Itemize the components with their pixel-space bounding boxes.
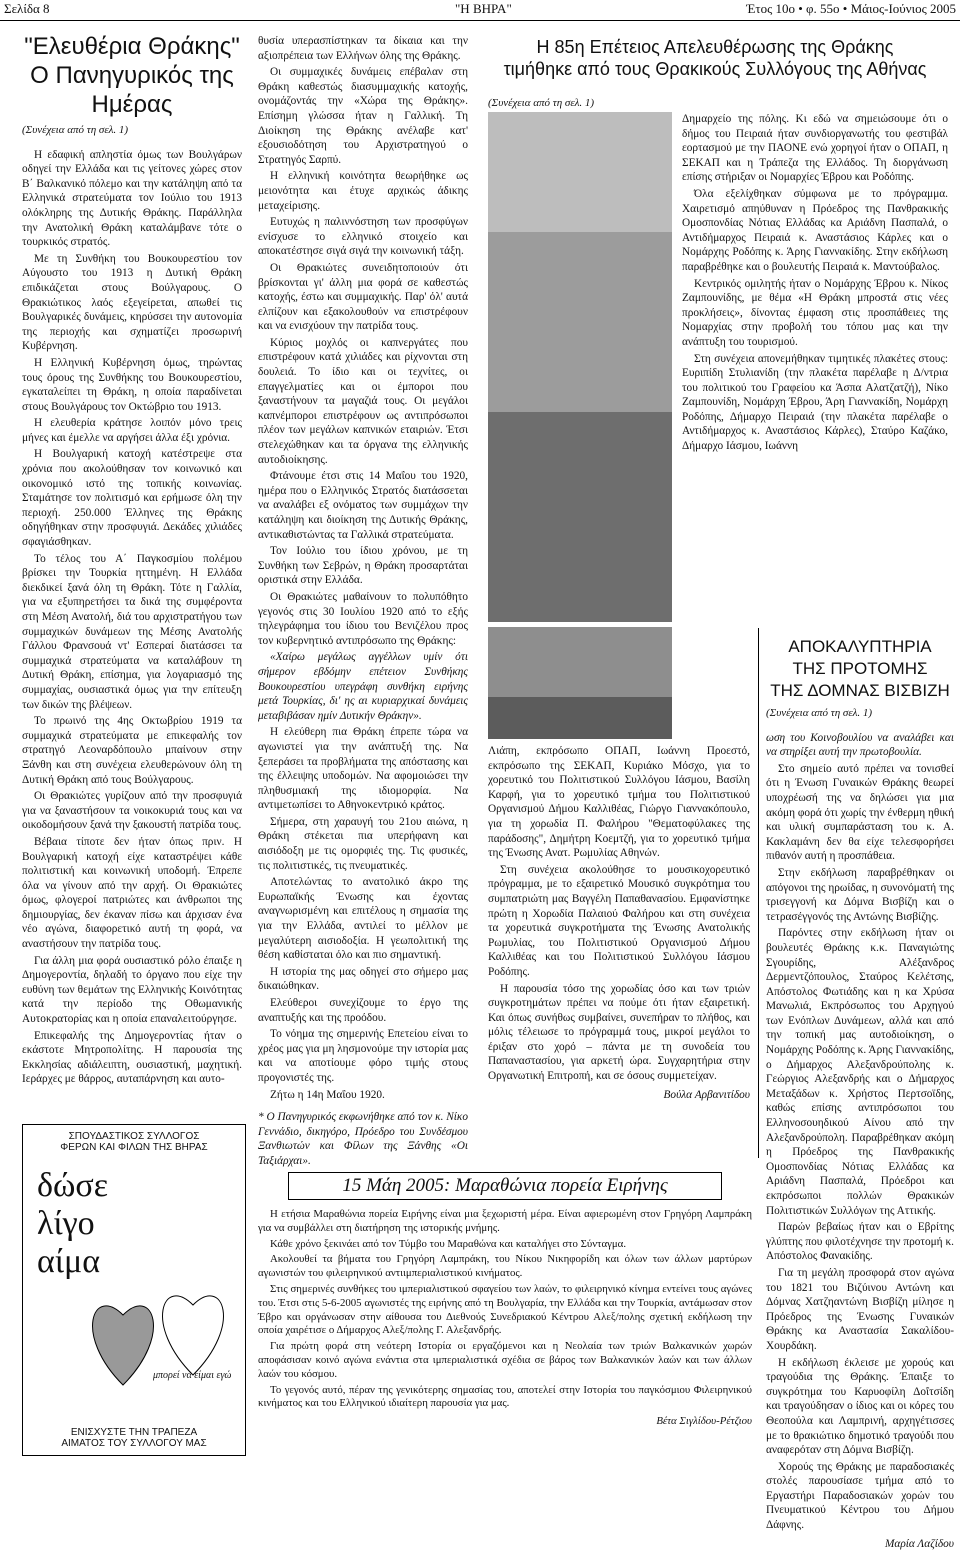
paragraph: Η ιστορία της μας οδηγεί στο σήμερο μας δικαιώθηκαν. (258, 965, 468, 993)
slogan-line: δώσε (37, 1167, 109, 1204)
photo-placeholder-icon (488, 112, 672, 622)
paragraph: ωση του Κοινοβουλίου να αναλάβει και να στηρίξει αυτή την πρωτοβουλία. (766, 731, 954, 759)
article-title: ΤΗΣ ΔΟΜΝΑΣ ΒΙΣΒΙΖΗ (770, 681, 950, 700)
paragraph: Το γεγονός αυτό, πέραν της γενικότερης σημασίας του, αποτελεί στην Ιστορία του παγκόσμιου Φιλειρηνικού κινήματος και του Ελληνικού ιδιαίτερη παρουσία για μας. (258, 1383, 752, 1410)
poster-line1: ΣΠΟΥΔΑΣΤΙΚΟΣ ΣΥΛΛΟΓΟΣ (68, 1131, 200, 1142)
article-title: "Ελευθέρια Θράκης" (24, 33, 240, 60)
paragraph: Κάθε χρόνο ξεκινάει από τον Τύμβο του Μαραθώνα και καταλήγει στο Σύνταγμα. (270, 1237, 627, 1250)
continued-note: (Συνέχεια από τη σελ. 1) (488, 97, 595, 109)
paragraph: Παρών βεβαίως ήταν και ο Εβρίτης γλύπτης που φιλοτέχνησε την προτομή κ. Απόστολος Φανακίδης. (766, 1221, 954, 1263)
footer-line: ΕΝΙΣΧΥΣΤΕ ΤΗΝ ΤΡΑΠΕΖΑ (70, 1427, 198, 1438)
paragraph: Η παρουσία τόσο της χορωδίας όσο και των τριών συγκροτημάτων πρέπει να πούμε ότι ήταν εξαιρετική. Και όπως συνήθως συμβαίνει, συνεπήραν το πλήθος, και μόλις τέλειωσε το πρόγραμμά τους, μικροί μεγάλοι το έριξαν στο χορό – πάντα με τη συνοδεία του Παπαναστασίου, για αρκετή ώρα. Συγχαρητήρια στην Οργανωτική Επιτροπή, και σε όσους συμμετείχαν. (488, 982, 750, 1083)
article-title: ΤΗΣ ΠΡΟΤΟΜΗΣ (792, 659, 928, 678)
paragraph: Ακολουθεί τα βήματα του Γρηγόρη Λαμπράκη, του Νίκου Νικηφορίδη και όλων των άλλων μαρτύρων αγωνιστών του φιλειρηνικού αντιιμπεριαλιστικού κινήματος. (258, 1253, 752, 1280)
article-bust-unveiling (766, 636, 954, 1551)
photo-placeholder-icon (488, 627, 672, 739)
paragraph: Χορούς της Θράκης με παραδοσιακές στολές παρουσίασε τμήμα από το Εργαστήρι Παραδοσιακών χορών του Πνευματικού Κέντρου του Δήμου Δάφνης. (766, 1460, 954, 1532)
issue-info: Έτος 10ο • φ. 55ο • Μάιος-Ιούνιος 2005 (746, 1, 956, 16)
paragraph: Οι Θρακιώτες γυρίζουν από την προσφυγιά για να ξαναστήσουν τα νοικοκυριά τους και να οικοδομήσουν ξανά την ξακουστή πατρίδα τους. (22, 790, 242, 832)
slogan-line: αίμα (37, 1243, 101, 1280)
paragraph: Κεντρικός ομιλητής ήταν ο Νομάρχης Έβρου κ. Νίκος Ζαμπουνίδης, με θέμα «Η Θράκη μπροστά στις νέες προκλήσεις», δίνοντας έμφαση στις προσπάθειες της Νομαρχίας στην προβολή του τόπου μας και την ανάπτυξη του τουρισμού. (682, 277, 948, 348)
paragraph: Η εκδήλωση έκλεισε με χορούς και τραγούδια της Θράκης. Έπαιξε το συγκρότημα του Καρυοφίλη Δοΐτσίδη και τραγούδησαν ο ίδιος και οι κόρες του Θεοπούλα και Λαμπρινή, αρχηγέτισσες με το θρακιώτικο δημοτικό τραγούδι που αναφερόταν στη Δόμνα Βισβίζη. (766, 1356, 954, 1457)
paragraph: Στη συνέχεια ακολούθησε το μουσικοχορευτικό πρόγραμμα, με το εξαιρετικό Μουσικό συγκρότημα του συμπατριώτη μας Βαγγέλη Παπαθανασίου. Εμφανίστηκε πρώτη η Χορωδία Παλαιού Φαλήρου και στη συνέχεια τα χορευτικά συγκροτήματα της Ένωσης Ανατολικής Ρωμυλίας, του Πολιτιστικού Οργανισμού Δήμου Καλλιθέας και του Πολιτιστικού Συλλόγου Ιάσμου Ροδόπης. (488, 863, 750, 978)
paragraph: Η εδαφική απληστία όμως των Βουλγάρων οδηγεί την Ελλάδα και τις γείτονες χώρες στον Β΄ Βαλκανικό πόλεμο και την κατάληψη από τα Ελληνικά στρατεύματα τον Ιούλιο του 1913 ολόκληρης της Δυτικής Θράκης. Παράλληλα την Ανατολική Θράκη καταλάμβανε τότε ο τουρκικός στρατός. (22, 148, 242, 249)
continued-note: (Συνέχεια από τη σελ. 1) (766, 707, 873, 719)
article-subtitle: Ο Πανηγυρικός της Ημέρας (30, 62, 234, 118)
paragraph: Το πρωινό της 4ης Οκτωβρίου 1919 τα συμμαχικά στρατεύματα με επικεφαλής τον στρατηγό Λεοναρδόπουλο μπαίνουν στην Ξάνθη και στη συνέχεια ελευθερώνουν όλη τη Δυτική Θράκη από τους Βούλγαρους. (22, 715, 242, 786)
poster-footer (23, 1427, 245, 1449)
paragraph: Κύριος μοχλός οι καπνεργάτες που επιστρέφουν κατά χιλιάδες και ρίχνονται στη δουλειά. Το ίδιο και οι τεχνίτες, οι επαγγελματίες και οι έμποροι που ξαναστήνουν τα μαγαζιά τους. Οι μεγάλοι καπνέμποροι επιστρέφουν ως αντιπρόσωποι πλέον των μεγάλων καπνικών εταιριών. Έτσι στελεχώθηκαν και τα όργανα της ελληνικής αυτοδιοίκησης. (258, 336, 468, 466)
paragraph: Σήμερα, στη χαραυγή του 21ου αιώνα, η Θράκη στέκεται πια υπερήφανη και αισιόδοξη με τις ομορφιές της. Τις φυσικές, τις πολιτιστικές, τις πνευματικές. (258, 815, 468, 872)
quote: «Χαίρω μεγάλως αγγέλλων υμίν ότι σήμερον εβδόμην επέτειον Συνθήκης Βουκουρεστίου υπεγράφη συνθήκη ειρήνης μετά Τουρκίας, δι' ης αι κυριαρχικαί δυνάμεις μεταβιβάσαν ημίν Δυτικήν Θράκην». (258, 651, 468, 722)
paragraph: Λιάπη, εκπρόσωπο ΟΠΑΠ, Ιωάννη Προεστό, εκπρόσωπο της ΣΕΚΑΠ, Κυριάκο Μόσχο, για το χορευτικό του Πολιτιστικού Συλλόγου Ιάσμου, Βασίλη Καρφή, για το χορευτικό τμήμα του Πολιτιστικού Οργανισμού Δήμου Καλλιθέας, Γιώργο Γιαννακόπουλο, για τη χορωδία Π. Φαλήρου "Θεματοφύλακες της παράδοσης", Δημήτρη Κοεμτζή, για το χορευτικό τμήμα της Ένωσης Ανατ. Ρωμυλίας Αθηνών. (488, 745, 750, 860)
footer-line: ΑΙΜΑΤΟΣ ΤΟΥ ΣΥΛΛΟΓΟΥ ΜΑΣ (61, 1438, 207, 1449)
paragraph: Η ελευθερία κράτησε λοιπόν μόνο τρεις μήνες και έμελλε να αργήσει άλλα έξι χρόνια. (22, 417, 242, 444)
paragraph: Ευτυχώς η παλιννόστηση των προσφύγων ενίσχυσε το ελληνικό στοιχείο και αποκατέστησε σιγά σιγά την κοινωνική τάξη. (258, 216, 468, 258)
paragraph: Το τέλος του Α΄ Παγκοσμίου πολέμου βρίσκει την Τουρκία ηττημένη. Η Ελλάδα διεκδικεί ξανά όλη τη Θράκη. Τότε η Γαλλία, για να εξυπηρετήσει τα δικά της συμφέροντα στη Μέση Ανατολή, διά του αρχιστρατήγου των συμμαχικών δυνάμεων της Μέσης Ανατολής Γάλλου Φρανσουά ντ' Εσπεραί διατάσσει τα συμμαχικά στρατεύματα να καταλάβουν τη Δυτική Θράκη, επίσημα, για λογαριασμό της συμμαχίας, ουσιαστικά όμως για την επίτευξη των δικών της βλέψεων. (22, 552, 242, 711)
paragraph: Στις σημερινές συνθήκες του ιμπεριαλιστικού σφαγείου των λαών, το φιλειρηνικό κίνημα εντείνει τους αγώνες του. Έτσι στις 5-6-2005 αγωνιστές της ειρήνης από τη Βουλγαρία, την Ελλάδα και την Τουρκία, αντάμωσαν στον Έβρο και οργάνωσαν στην αίθουσα του Διεθνούς Συνεδριακού Κέντρου Αλεξ/πολης σχετική εκδήλωση την οποία χαιρέτισε ο Δήμαρχος Αλεξ/πολης Γ. Αλεξανδρής. (258, 1282, 752, 1337)
photo-event-stage (488, 627, 672, 739)
article-subtitle: τιμήθηκε από τους Θρακικούς Συλλόγους της Αθήνας (503, 59, 927, 79)
paragraph: Παρόντες στην εκδήλωση ήταν οι βουλευτές Θράκης κ.κ. Παναγιώτης Σγουρίδης, Αλέξανδρος Δερμεντζόπουλος, Σταύρος Κελέτσης, Απόστολος Φωτιάδης και η κα Χρύσα Μανωλιά, Εκπρόσωπος του Αρχηγού των Ενόπλων Δυνάμεων, αλλά και από την τοπική μας αυτοδιοίκηση, ο Νομάρχης Ροδόπης κ. Άρης Γιαννακίδης, ο Δήμαρχος Αλεξανδρούπολης κ. Γεώργιος Αλεξανδρής και ο Δήμαρχος Μεταξάδων κ. Χρήστος Περτσοϊδης, καθώς επίσης αντιπρόσωποι του Ελληνοσουηδικού Αίνου από την Αλεξανδρούπολη. Παραβρέθηκαν ακόμη η Πρόεδρος της Πανθρακικής Ομοσπονδίας Νότιας Ελλάδας κα Αριάδνη Πασπαλά, Πρόεδροι και εκπρόσωποι πολλών Θρακικών Πολιτιστικών Συλλόγων της Αττικής. (766, 927, 954, 1217)
paragraph: Οι συμμαχικές δυνάμεις επέβαλαν στη Θράκη καθεστώς διασυμμαχικής κατοχής, ονομάζοντάς την «Χώρα της Θράκης». Επίσημη γλώσσα ήταν η Γαλλική. Τη Διοίκηση της Θράκης ανέλαβε κατ' εξουσιοδότηση του Αρχιστρατηγού ο Στρατηγός Σαρπύ. (258, 66, 468, 166)
paragraph: Με τη Συνθήκη του Βουκουρεστίου τον Αύγουστο του 1913 η Δυτική Θράκη επιδικάζεται στους Βούλγαρους. Ο Θρακιώτικος λαός εξεγείρεται, απωθεί τις Βουλγαρικές δυνάμεις, κηρύσσει την αυτονομία της περιοχής και σχηματίζει προσωρινή Κυβέρνηση. (22, 252, 242, 353)
paragraph: Η ελεύθερη πια Θράκη έπρεπε τώρα να αγωνιστεί για την ανάπτυξή της. Να ξεπεράσει τα προβλήματα της απόστασης και της έλλειψης υποδομών. Να αφομοιώσει την πληθυσμιακή της ιδιομορφία. Να αντιμετωπίσει το Αθηνοκεντρικό κράτος. (258, 726, 468, 812)
article-eleftheria-col1 (22, 32, 242, 1089)
paragraph: Στο σημείο αυτό πρέπει να τονισθεί ότι η Ένωση Γυναικών Θράκης θεωρεί υποχρέωσή της να δηλώσει για μια ακόμη φορά ότι χωρίς την ένθερμη ηθική και υλική συμπαράσταση του κ. Α. Κακλαμάνη δεν θα είχε τελεσφορήσει πιθανόν αυτή η προσπάθεια. (766, 762, 954, 863)
paragraph: Για άλλη μια φορά ουσιαστικό ρόλο έπαιξε η Δημογεροντία, δηλαδή το όργανο που είχε την ευθύνη των θεμάτων της Ελληνικής Κοινότητας κατά την περίοδο της Οθωμανικής Αυτοκρατορίας και η οποία επαναλειτούργησε. (22, 954, 242, 1026)
poster-line2: ΦΕΡΩΝ ΚΑΙ ΦΙΛΩΝ ΤΗΣ ΒΗΡΑΣ (60, 1142, 208, 1153)
footnote: * Ο Πανηγυρικός εκφωνήθηκε από τον κ. Νίκο Γεννάδιο, δικηγόρο, Πρόεδρο του Συνδέσμου Ξανθιωτών και Φίλων της Ξάνθης «Οι Ταξιάρχαι». (258, 1111, 468, 1167)
paragraph: Η ελληνική κοινότητα θεωρήθηκε ως μειονότητα και έτυχε αρχικώς άδικης μεταχείρισης. (258, 170, 468, 212)
article-title: Η 85η Επέτειος Απελευθέρωσης της Θράκης (536, 37, 894, 57)
paragraph: Στην εκδήλωση παραβρέθηκαν οι απόγονοι της ηρωίδας, η συνονόματή της τρισεγγονή κα Δόμνα Βισβίζη και ο τετρασέγγονός της Αντώνης Βισβίζης. (766, 866, 954, 923)
paragraph: Οι Θρακιώτες συνειδητοποιούν ότι βρίσκονται γι' άλλη μια φορά σε καθεστώς κατοχής, έστω και συμμαχικής. Παρ' όλ' αυτά ελπίζουν και εξακολουθούν να επιστρέφουν και να ενισχύουν την πατρίδα τους. (258, 261, 468, 333)
divider (758, 628, 759, 1158)
paragraph: Στη συνέχεια απονεμήθηκαν τιμητικές πλακέτες στους: Ευριπίδη Στυλιανίδη (την πλακέτα παρέλαβε η Δ/ντρια του πολιτικού του Γραφείου κα Άσπα Αλατζατζή), Νίκο Ζαμπουνίδη, Νομάρχη Έβρου, Άρη Γιαννακίδη, Νομάρχη Ροδόπης, Δήμαρχο Πειραιά (την πλακέτα παρέλαβε ο Αντιδήμαρχος κ. Αναστάσιος Κάρλες), Σταύρο Καζάκο, Δήμαρχο Ιάσμου, Ιωάννη (682, 352, 948, 453)
paragraph: Οι Θρακιώτες μαθαίνουν το πολυπόθητο γεγονός στις 30 Ιουλίου 1920 από το εξής τηλεγράφημα του ίδιου του Βενιζέλου προς τον κυβερνητικό αντιπρόσωπο της Θράκης: (258, 590, 468, 647)
article-title: ΑΠΟΚΑΛΥΠΤΗΡΙΑ (788, 637, 932, 656)
paragraph: θυσία υπερασπίστηκαν τα δίκαια και την αξιοπρέπεια των Ελλήνων όλης της Θράκης. (258, 35, 468, 62)
paragraph: Τον Ιούλιο του ίδιου χρόνου, με τη Συνθήκη των Σεβρών, η Θράκη προσαρτάται οριστικά στην Ελλάδα. (258, 545, 468, 587)
paragraph: Βέβαια τίποτε δεν ήταν όπως πριν. Η Βουλγαρική κατοχή είχε καταστρέψει κάθε πολιτιστική και κοινωνική υποδομή. Έπρεπε όλα να γίνουν από την αρχή. Οι Θρακιώτες όμως, φλογεροί πατριώτες και άνθρωποι της δημιουργίας, δεν έκαναν πίσω και άρχισαν ένα νέο αγώνα, διαφορετικό αυτή τη φορά, να αναστήσουν την πατρίδα τους. (22, 835, 242, 951)
hearts-drawing (83, 1275, 243, 1405)
article-title: 15 Μάη 2005: Μαραθώνια πορεία Ειρήνης (288, 1172, 722, 1200)
paragraph: Ελεύθεροι συνεχίζουμε το έργο της αναπτυξής και της προόδου. (258, 997, 468, 1024)
paragraph: Η ετήσια Μαραθώνια πορεία Ειρήνης είναι μια ξεχωριστή μέρα. Είναι αφιερωμένη στον Γρηγόρη Λαμπράκη για να συμβάλλει στη διατήρηση της ιστορικής μνήμης. (258, 1208, 752, 1234)
article-85th-anniversary-header (480, 36, 950, 80)
paragraph: Η Ελληνική Κυβέρνηση όμως, τηρώντας τους όρους της Συνθήκης του Βουκουρεστίου, εγκαταλείπει τη Θράκη, η οποία παραδίνεται στους Βουλγάρους τον Οκτώβριο του 1913. (22, 356, 242, 413)
paragraph: Για πρώτη φορά στη νεότερη Ιστορία οι εργαζόμενοι και η Νεολαία των τριών Βαλκανικών χωρών αποφάσισαν κοινό αγώνα ενάντια στα ιμπεριαλιστικά σχέδια σε βάρος των Βαλκανικών λαών και των άλλων λαών του κόσμου. (258, 1340, 752, 1380)
newspaper-name: "Η ΒΗΡΑ" (455, 1, 512, 16)
paragraph: Ζήτω η 14η Μαΐου 1920. (270, 1088, 385, 1101)
author-signature: Βούλα Αρβανιτίδου (663, 1088, 750, 1101)
photo-dancers-flags (488, 112, 672, 622)
author-signature: Βέτα Σιγλίδου-Ρέτζιου (656, 1415, 752, 1428)
blood-donation-poster (22, 1124, 246, 1456)
poster-slogan (37, 1167, 108, 1281)
article-85th-col2 (682, 112, 948, 456)
paragraph: Φτάνουμε έτσι στις 14 Μαΐου του 1920, ημέρα που ο Ελληνικός Στρατός διατάσσεται να αναλάβει εξ ονόματος των συμμάχων την κατάληψη και διοίκηση της Δυτικής Θράκης, αντικαθιστώντας τα Γαλλικά στρατεύματα. (258, 470, 468, 541)
slogan-line: λίγο (37, 1205, 95, 1242)
heart-text: μπορεί να είμαι εγώ (153, 1370, 232, 1381)
article-eleftheria-col2 (258, 34, 468, 1171)
paragraph: Δημαρχείο της πόλης. Κι εδώ να σημειώσουμε ότι ο δήμος του Πειραιά ήταν συνδιοργανωτής του φεστιβάλ εορτασμού με την ΠΑΟΝΕ ενώ χορηγοί ήταν ο ΟΠΑΠ, η ΣΕΚΑΠ και η Τράπεζα της Ελλάδος. Τη διοργάνωση επίσης στήριξαν οι Νομαρχίες Έβρου και Ροδόπης. (682, 113, 948, 184)
article-85th-col3 (488, 744, 750, 1102)
paragraph: Επικεφαλής της Δημογεροντίας ήταν ο εκάστοτε Μητροπολίτης. Η παρουσία της Εκκλησίας αδιάλειπτη, ουσιαστική, μαχητική. Ιεράρχες με θάρρος, αυταπάρνηση και αυτο- (22, 1029, 242, 1086)
paragraph: Αποτελώντας το ανατολικό άκρο της Ευρωπαϊκής Ένωσης και έχοντας αναγνωρισμένη και επιτέλους η σημασία της για την Ελλάδα, αντιλεί το μέλλον με μεγαλύτερη αισιοδοξία. Η γεωπολιτική της θέση καθίσταται όλο και πιο σημαντική. (258, 876, 468, 962)
paragraph: Η Βουλγαρική κατοχή κατέστρεψε στα χρόνια που ακολούθησαν τον κοινωνικό και οικονομικό ιστό της τοπικής κοινωνίας. Σταμάτησε τον πολιτισμό και ερήμωσε όλη την περιοχή. 250.000 Έλληνες της Θράκης οδηγήθηκαν στην προσφυγιά. Δεκάδες χιλιάδες σφαγιάσθηκαν. (22, 448, 242, 549)
paragraph: Το νόημα της σημερινής Επετείου είναι το χρέος μας για μη λησμονούμε την ιστορία μας και να αποτίουμε φόρο τιμής στους προγονιστές της. (258, 1028, 468, 1084)
continued-note: (Συνέχεια από τη σελ. 1) (22, 124, 129, 136)
page-number: Σελίδα 8 (4, 1, 50, 16)
page-header (0, 0, 960, 21)
paragraph: Για τη μεγάλη προσφορά στον αγώνα του 1821 του Βιζύινου Αντώνη και Δόμνας Χατζηαντώνη Βισβίζη μίλησε η Πρόεδρος της Ένωσης Γυναικών Θράκης κα Αναστασία Σακαλίδου-Χουρδάκη. (766, 1266, 954, 1352)
paragraph: Όλα εξελίχθηκαν σύμφωνα με το πρόγραμμα. Χαιρετισμό απηύθυναν η Πρόεδρος της Πανθρακικής Ομοσπονδίας Νότιας Ελλάδας κα Αριάδνη Πασπαλά, ο Αντιδήμαρχος Πειραιά κ. Αναστάσιος Κάρλες και ο Νομάρχης Ροδόπης κ. Άρης Γιαννακίδης. Στην εκδήλωση παραβρέθηκε και ο βουλευτής Πειραιά κ. Μαντούβαλος. (682, 187, 948, 273)
article-marathon-march (258, 1172, 752, 1429)
author-signature: Μαρία Λαζίδου (884, 1537, 954, 1550)
